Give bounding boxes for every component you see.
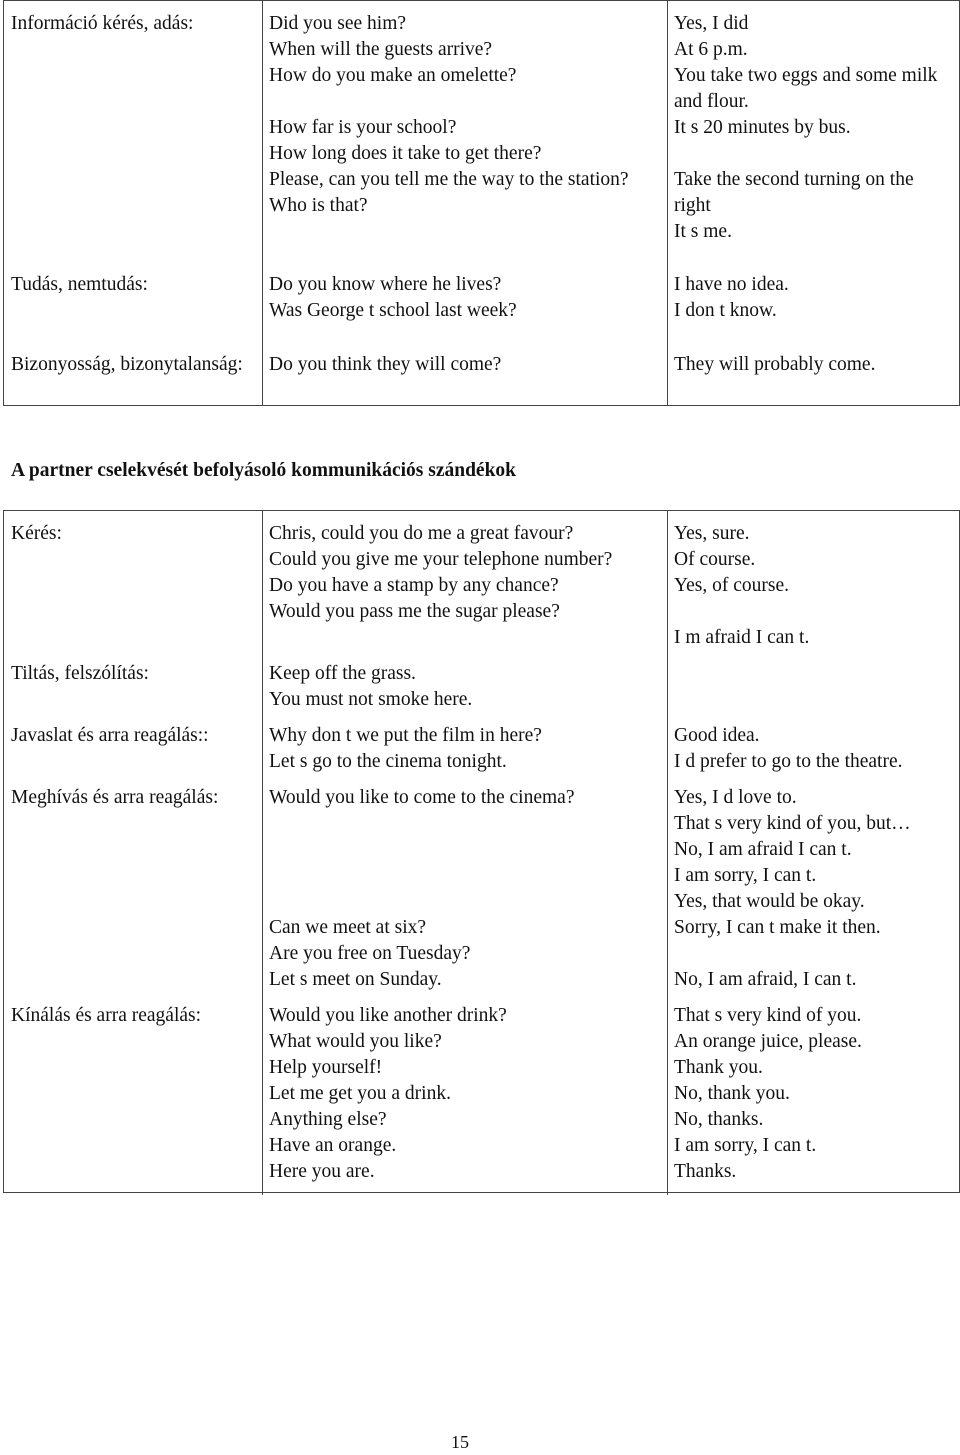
responses-cell: Good idea. I d prefer to go to the theatre. xyxy=(674,725,903,772)
category-cell: Kínálás és arra reagálás: xyxy=(4,1003,263,1195)
category-cell: Bizonyosság, bizonytalanság: xyxy=(4,352,263,405)
category-cell: Kérés: xyxy=(4,511,263,661)
responses-cell xyxy=(668,661,959,723)
category-cell: Információ kérés, adás: xyxy=(4,1,263,272)
examples-cell: Do you think they will come? xyxy=(263,352,668,405)
examples-cell: Chris, could you do me a great favour? Could you give me your telephone number? Do you have a stamp by any chance? Would you pass me the sugar please? xyxy=(263,511,668,661)
category-cell: Tiltás, felszólítás: xyxy=(4,661,263,723)
examples-cell: Would you like to come to the cinema? Can we meet at six? Are you free on Tuesday? Let s meet on Sunday. xyxy=(263,785,668,1003)
section-heading: A partner cselekvését befolyásoló kommunikációs szándékok xyxy=(11,460,517,481)
examples-cell: Do you know where he lives? Was George t school last week? xyxy=(263,272,668,351)
examples-cell: Did you see him? When will the guests arrive? How do you make an omelette? How far is your school? How long does it take to get there? Please, can you tell me the way to the station? Who is that? xyxy=(263,1,668,272)
responses-cell: Yes, I d love to. That s very kind of you, but… No, I am afraid I can t. I am sorry, I can t. Yes, that would be okay. Sorry, I can t make it then. No, I am afraid, I can t. xyxy=(674,787,911,990)
responses-cell: Yes, sure. Of course. Yes, of course. I m afraid I can t. xyxy=(674,523,810,648)
examples-cell: Why don t we put the film in here? Let s go to the cinema tonight. xyxy=(263,723,668,785)
page-number: 15 xyxy=(451,1432,469,1452)
top-phrase-table xyxy=(3,0,960,406)
category-cell: Meghívás és arra reagálás: xyxy=(4,785,263,1003)
bottom-phrase-table xyxy=(3,510,960,1193)
responses-cell: Yes, I did At 6 p.m. You take two eggs and some milk and flour. It s 20 minutes by bus. Take the second turning on the right It s me. xyxy=(674,13,938,242)
category-cell: Tudás, nemtudás: xyxy=(4,272,263,351)
category-cell: Javaslat és arra reagálás:: xyxy=(4,723,263,785)
examples-cell: Would you like another drink? What would you like? Help yourself! Let me get you a drink. Anything else? Have an orange. Here you are. xyxy=(263,1003,668,1195)
responses-cell: I have no idea. I don t know. xyxy=(674,274,789,322)
responses-cell: They will probably come. xyxy=(674,353,876,375)
responses-cell: That s very kind of you. An orange juice, please. Thank you. No, thank you. No, thanks. I am sorry, I can t. Thanks. xyxy=(674,1005,862,1182)
examples-cell: Keep off the grass. You must not smoke here. xyxy=(263,661,668,723)
